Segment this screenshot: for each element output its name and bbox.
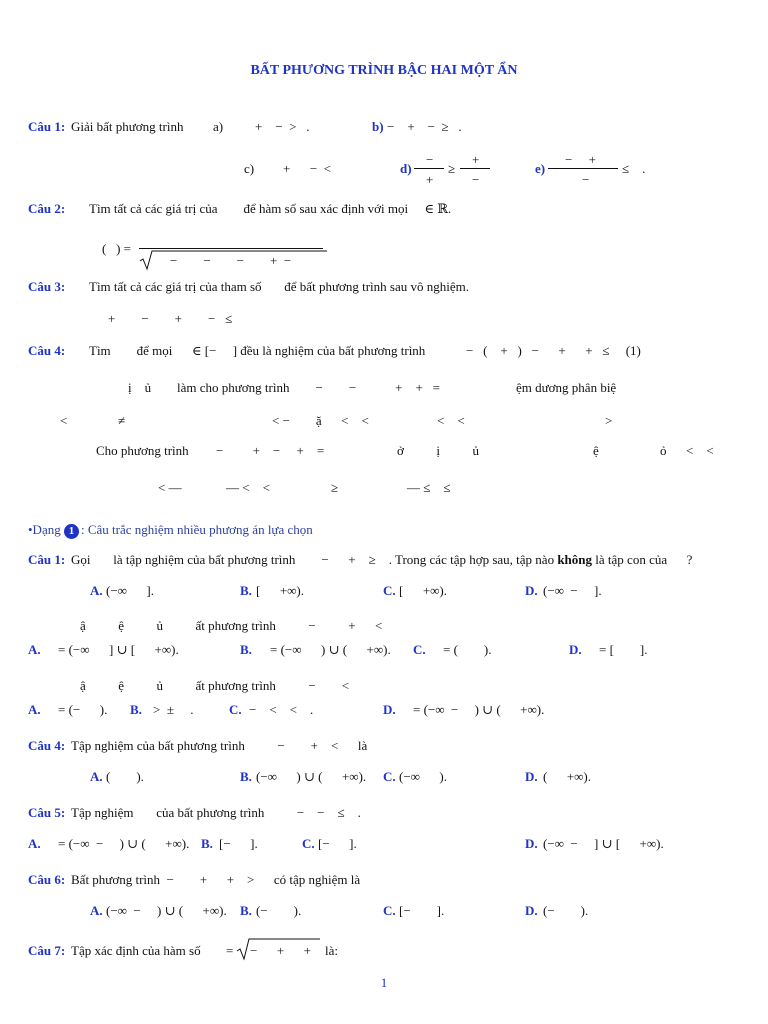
mc1-option-a-label: A.	[90, 583, 103, 598]
mc2-option-a-value: = (−∞ ] ∪ [ +∞).	[58, 642, 179, 657]
q1-d-fraction-bar-2	[460, 168, 490, 169]
q1-e-label: e)	[535, 161, 546, 176]
mc6-option-a-value: (−∞ − ) ∪ ( +∞).	[106, 903, 227, 918]
section-number-icon: 1	[64, 524, 79, 539]
mc4-option-b-value: (−∞ ) ∪ ( +∞).	[256, 769, 367, 784]
mc5-option-a-label: A.	[28, 836, 41, 851]
mc6-option-c-value: [− ].	[399, 903, 445, 918]
mc6-text: Bất phương trình − + + > có tập nghiệm là	[71, 872, 361, 887]
mc5-option-c-value: [− ].	[318, 836, 357, 851]
frag-line1-c: ệm dương phân biệ	[516, 380, 617, 395]
q3-label: Câu 3:	[28, 279, 66, 294]
mc7-expr-left: =	[226, 943, 234, 958]
mc5-option-d-label: D.	[525, 836, 538, 851]
mc6-option-d-label: D.	[525, 903, 538, 918]
mc7-radicand: − + +	[250, 943, 311, 958]
section-text: : Câu trắc nghiệm nhiều phương án lựa chọn	[80, 522, 313, 537]
q1-d-fraction-bar	[414, 168, 444, 169]
q1-c-expr: + − <	[283, 161, 331, 176]
mc4-option-a-value: ( ).	[106, 769, 144, 784]
frag-line1-b: làm cho phương trình − − + + =	[177, 380, 440, 395]
frag-line4-b: — < <	[226, 480, 270, 495]
mc3-option-b-value: > ± .	[153, 702, 194, 717]
mc5-text: Tập nghiệm của bất phương trình − − ≤ .	[71, 805, 361, 820]
mc2-option-a-label: A.	[28, 642, 41, 657]
q1-text: Giải bất phương trình	[71, 119, 184, 134]
mc2-option-c-value: = ( ).	[443, 642, 492, 657]
q1-label: Câu 1:	[28, 119, 66, 134]
frag-line4-c: ≥	[331, 480, 339, 495]
mc5-option-c-label: C.	[302, 836, 315, 851]
frag-line3-e: ỏ < <	[660, 443, 714, 458]
mc3-option-d-label: D.	[383, 702, 396, 717]
section-header	[28, 522, 313, 539]
mc5-option-b-label: B.	[201, 836, 213, 851]
frag-line2-c: < − ặ < <	[272, 413, 369, 428]
mc7-label: Câu 7:	[28, 943, 66, 958]
q1-d-num: −	[426, 152, 434, 167]
mc7-text: Tập xác định của hàm số	[71, 943, 201, 958]
frag-line3-c: ở ị ủ	[397, 443, 479, 458]
mc4-option-d-value: ( +∞).	[543, 769, 592, 784]
q1-b-expr: − + − ≥ .	[387, 119, 462, 134]
frag-line3-a: Cho phương trình	[96, 443, 189, 458]
q1-d-ge: ≥	[448, 161, 456, 176]
q1-d-den2: −	[472, 172, 480, 187]
q2-func-radicand: − − − + −	[170, 253, 292, 268]
q1-e-num: − +	[565, 152, 596, 167]
mc6-option-c-label: C.	[383, 903, 396, 918]
mc4-option-a-label: A.	[90, 769, 103, 784]
q4-expr: − ( + ) − + + ≤ (1)	[466, 343, 641, 358]
mc1-option-b-label: B.	[240, 583, 252, 598]
frag-line2-b: ≠	[118, 413, 126, 428]
mc2-line: ậ ệ ủ ất phương trình − + <	[80, 618, 383, 633]
q2-text: Tìm tất cả các giá trị của để hàm số sau xác định với mọi ∈ ℝ.	[89, 201, 452, 216]
mc1-text	[71, 552, 692, 568]
mc6-option-d-value: (− ).	[543, 903, 589, 918]
mc1-option-c-value: [ +∞).	[399, 583, 448, 598]
frag-line2-d: < <	[437, 413, 465, 428]
mc5-option-b-value: [− ].	[219, 836, 258, 851]
mc6-option-b-label: B.	[240, 903, 252, 918]
mc1-label: Câu 1:	[28, 552, 66, 567]
mc3-option-b-label: B.	[130, 702, 142, 717]
mc3-line: ậ ệ ủ ất phương trình − <	[80, 678, 350, 693]
mc2-option-d-label: D.	[569, 642, 582, 657]
mc1-option-d-label: D.	[525, 583, 538, 598]
q2-label: Câu 2:	[28, 201, 66, 216]
q1-d-den: +	[426, 172, 434, 187]
mc2-option-c-label: C.	[413, 642, 426, 657]
q3-text: Tìm tất cả các giá trị của tham số để bất phương trình sau vô nghiệm.	[89, 279, 469, 294]
mc5-option-a-value: = (−∞ − ) ∪ ( +∞).	[58, 836, 190, 851]
q1-e-fraction-bar	[548, 168, 618, 169]
mc1-option-d-value: (−∞ − ].	[543, 583, 602, 598]
mc3-option-a-label: A.	[28, 702, 41, 717]
frag-line1-a: ị ủ	[128, 380, 152, 395]
q1-b-label: b)	[372, 119, 384, 134]
mc6-option-a-label: A.	[90, 903, 103, 918]
mc2-option-b-label: B.	[240, 642, 252, 657]
q1-a-expr: + − > .	[255, 119, 310, 134]
frag-line2-a: <	[60, 413, 68, 428]
mc4-option-c-label: C.	[383, 769, 396, 784]
mc5-label: Câu 5:	[28, 805, 66, 820]
q4-label: Câu 4:	[28, 343, 66, 358]
mc1-option-c-label: C.	[383, 583, 396, 598]
mc2-option-d-value: = [ ].	[599, 642, 648, 657]
mc1-text-b: là tập con của ?	[595, 552, 693, 567]
mc1-text-a: Gọi là tập nghiệm của bất phương trình − + ≥ . Trong các tập hợp sau, tập nào	[71, 552, 555, 567]
page-title: BẤT PHƯƠNG TRÌNH BẬC HAI MỘT ẨN	[250, 63, 518, 78]
mc6-option-b-value: (− ).	[256, 903, 302, 918]
mc4-option-c-value: (−∞ ).	[399, 769, 448, 784]
mc6-label: Câu 6:	[28, 872, 66, 887]
mc4-text: Tập nghiệm của bất phương trình − + < là	[71, 738, 368, 753]
section-prefix: •Dạng	[28, 522, 61, 537]
mc2-option-b-value: = (−∞ ) ∪ ( +∞).	[270, 642, 391, 657]
q1-a-label: a)	[213, 119, 224, 134]
frag-line3-d: ệ	[593, 443, 599, 458]
mc3-option-d-value: = (−∞ − ) ∪ ( +∞).	[413, 702, 545, 717]
mc3-option-a-value: = (− ).	[58, 702, 108, 717]
mc1-text-bold: không	[557, 552, 593, 567]
mc7-tail: là:	[325, 943, 338, 958]
q3-expr: + − + − ≤	[108, 311, 233, 326]
q1-d-num2: +	[472, 152, 480, 167]
mc4-label: Câu 4:	[28, 738, 66, 753]
frag-line4-d: — ≤ ≤	[407, 480, 451, 495]
mc3-option-c-label: C.	[229, 702, 242, 717]
mc1-option-b-value: [ +∞).	[256, 583, 305, 598]
q1-c-label: c)	[244, 161, 255, 176]
mc1-option-a-value: (−∞ ].	[106, 583, 155, 598]
q1-e-le: ≤ .	[622, 161, 646, 176]
mc3-option-c-value: − < < .	[249, 702, 314, 717]
frag-line3-b: − + − + =	[216, 443, 325, 458]
q1-e-den: −	[582, 172, 590, 187]
mc5-option-d-value: (−∞ − ] ∪ [ +∞).	[543, 836, 664, 851]
q2-func-left: ( ) =	[102, 241, 131, 256]
q4-text: Tìm để mọi ∈ [− ] đều là nghiệm của bất phương trình	[89, 343, 426, 358]
frag-line4-a: < —	[158, 480, 182, 495]
page-number: 1	[380, 975, 388, 990]
mc4-option-d-label: D.	[525, 769, 538, 784]
mc4-option-b-label: B.	[240, 769, 252, 784]
q1-d-label: d)	[400, 161, 412, 176]
frag-line2-e: >	[605, 413, 613, 428]
